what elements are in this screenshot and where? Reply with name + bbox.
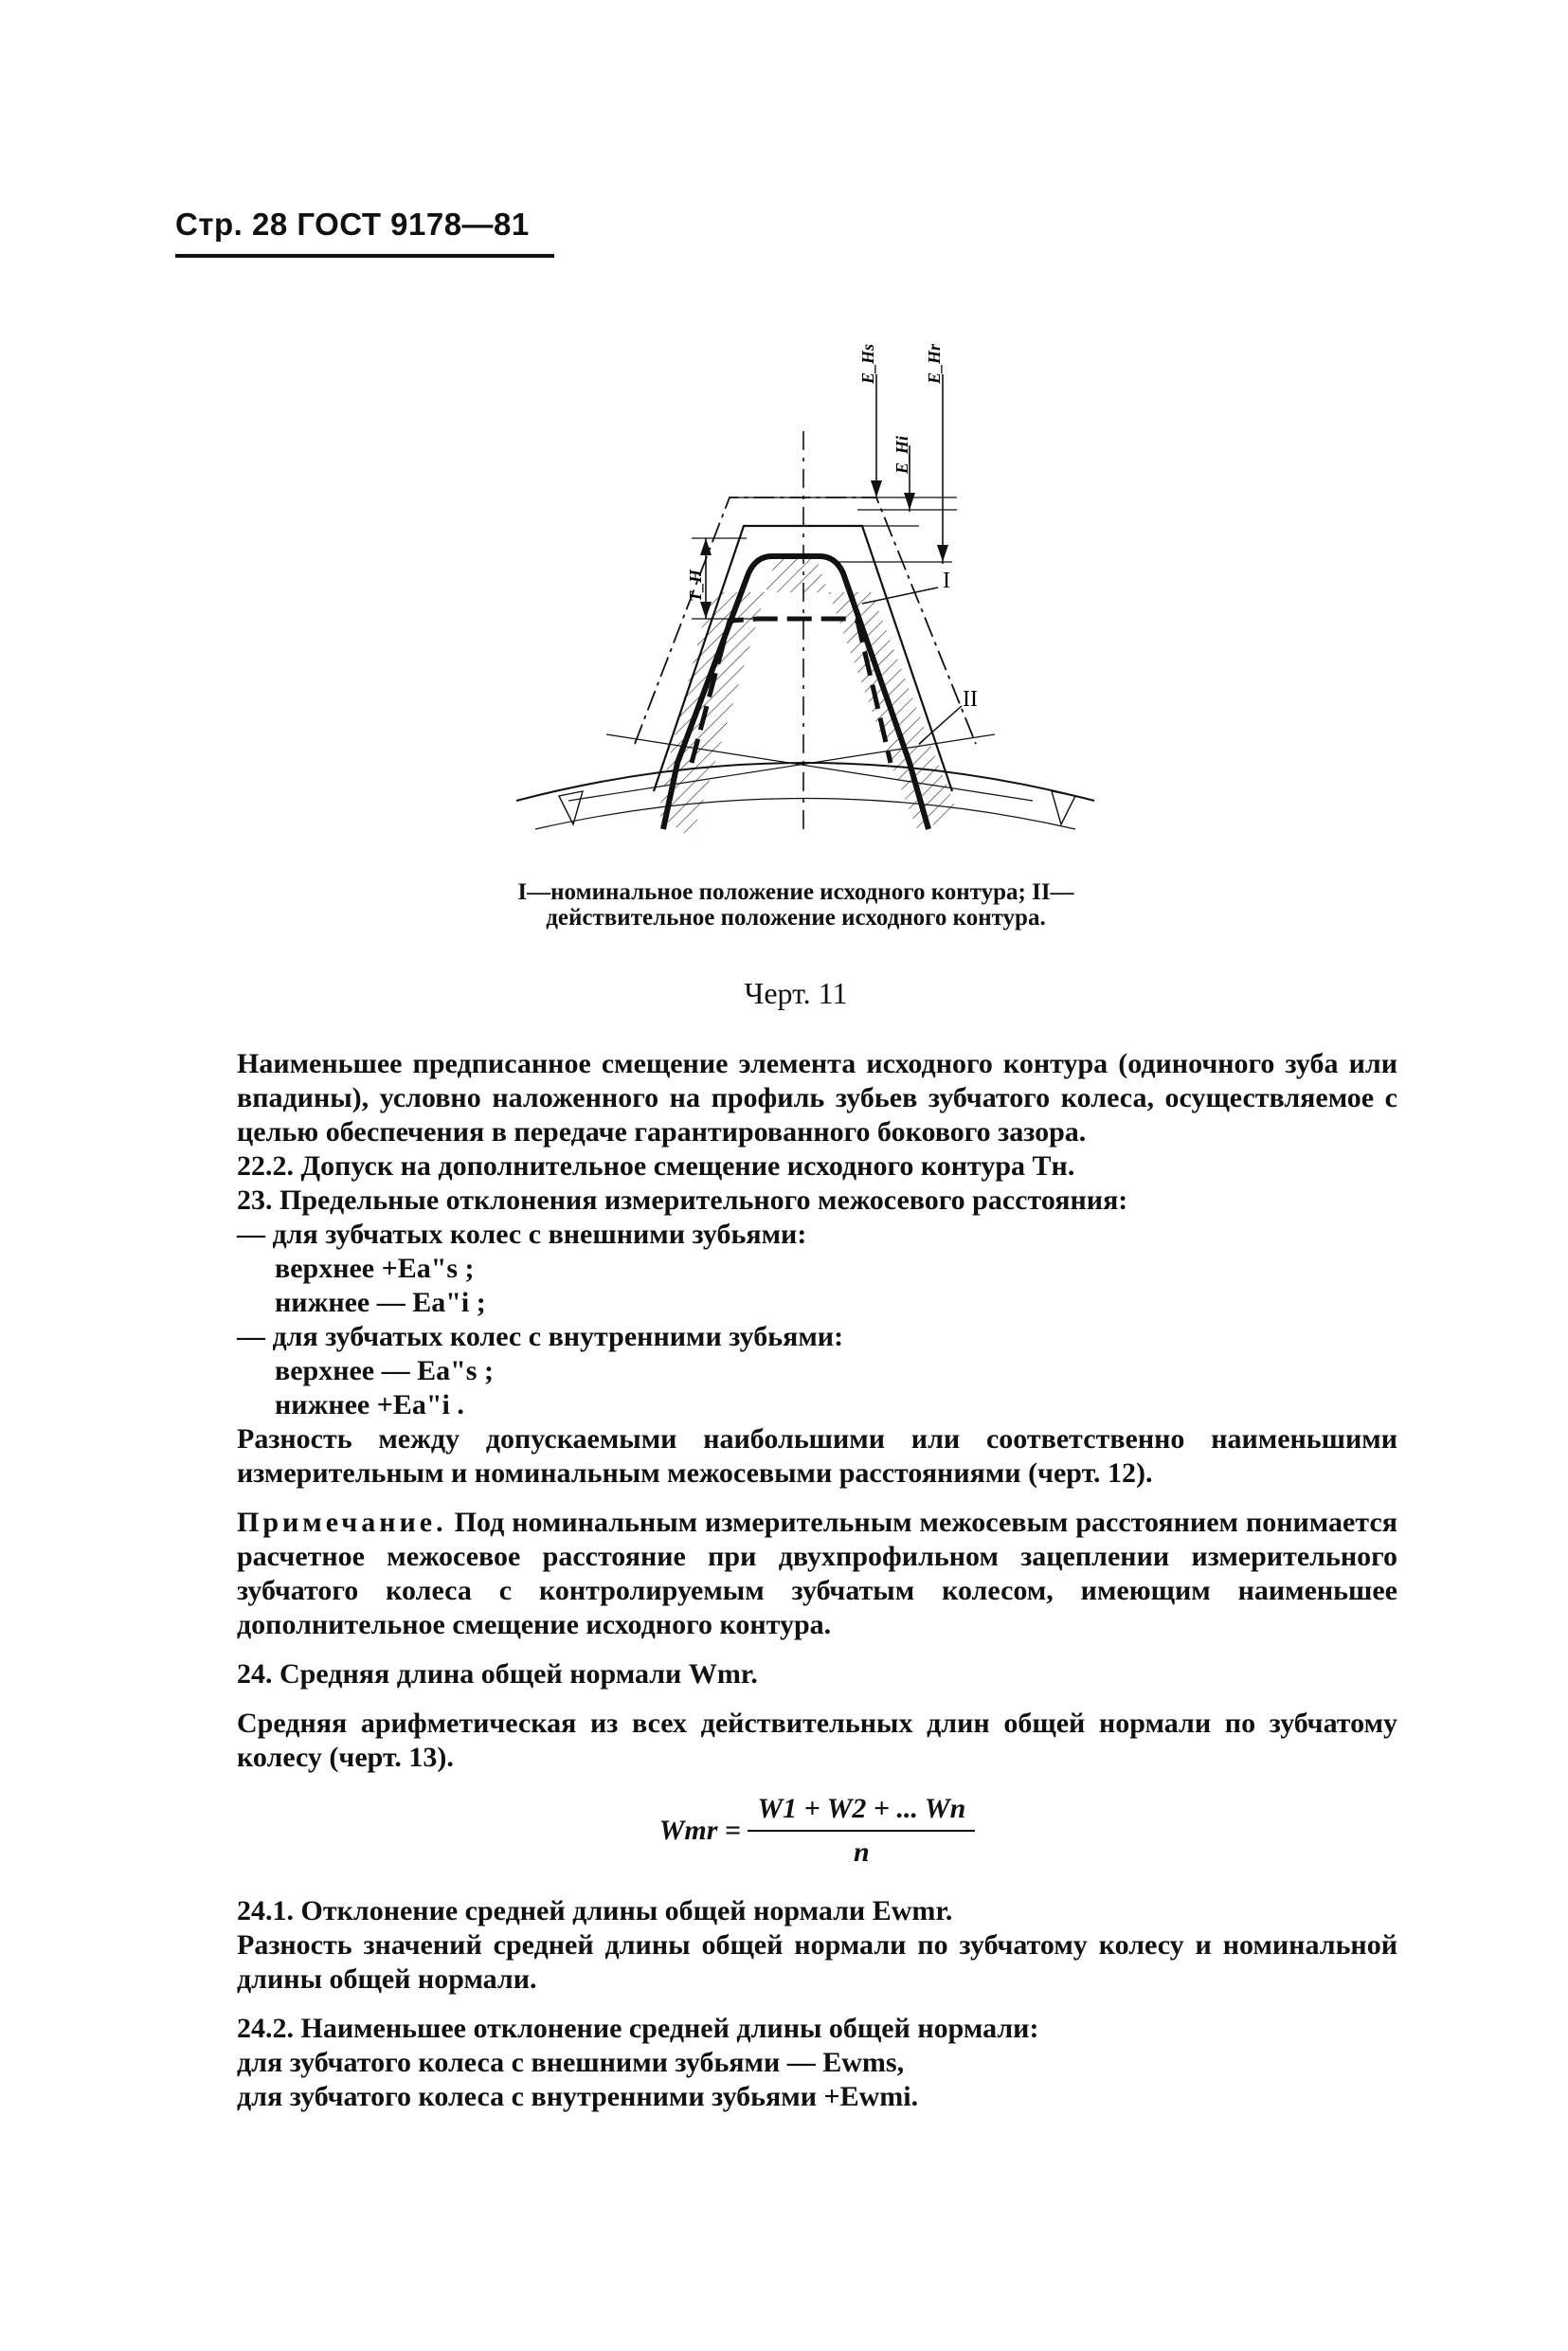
list-item: — для зубчатых колес с внутренними зубьями: — [237, 1321, 844, 1352]
paragraph: 24. Средняя длина общей нормали Wmr. — [237, 1658, 758, 1690]
body-text — [237, 1047, 1397, 2114]
paragraph: Средняя арифметическая из всех действительных длин общей нормали по зубчатому колесу (черт. 13). — [237, 1708, 1397, 1773]
list-item: нижнее — Ea"i ; — [275, 1287, 486, 1318]
paragraph: Разность между допускаемыми наибольшими или соответственно наименьшими измерительным и номинальным межосевыми расстояниями (черт. 12). — [237, 1423, 1397, 1489]
list-item: — для зубчатых колес с внешними зубьями: — [237, 1219, 807, 1250]
figure-caption: I—номинальное положение исходного контура; II—действительное положение исходного контура. — [517, 879, 1074, 931]
list-item: верхнее — Ea"s ; — [275, 1355, 494, 1386]
figure-title: Черт. 11 — [744, 976, 848, 1010]
paragraph: 22.2. Допуск на дополнительное смещение исходного контура Tн. — [237, 1150, 1075, 1182]
label-roman-two: II — [963, 687, 978, 712]
paragraph: для зубчатого колеса с внешними зубьями — Ewms, — [237, 2047, 905, 2078]
gear-tooth-diagram — [502, 317, 1108, 848]
label-roman-one: I — [943, 569, 950, 593]
formula-numerator: W1 + W2 + ... Wn — [748, 1792, 975, 1832]
header-rule — [175, 254, 554, 258]
label-ehi: E_Hi — [892, 435, 911, 474]
note-text: Под номинальным измерительным межосевым расстоянием понимается расчетное межосевое расстояние при двухпрофильном зацеплении измерительного зубчатого колеса с контролируемым зубчатым колесом, имеющим наименьшее дополнительное смещение исходного контура. — [237, 1507, 1397, 1640]
gear-tooth-svg — [502, 317, 1108, 848]
label-ehs: E_Hs — [858, 343, 877, 384]
formula-denominator: n — [854, 1836, 870, 1868]
formula-fraction — [748, 1792, 975, 1870]
paragraph: для зубчатого колеса с внутренними зубьями +Ewmi. — [237, 2081, 919, 2112]
note-paragraph — [237, 1506, 1397, 1642]
paragraph: 23. Предельные отклонения измерительного межосевого расстояния: — [237, 1185, 1128, 1216]
label-ehr: E_Hr — [925, 343, 944, 384]
formula — [237, 1792, 1397, 1870]
note-label: Примечание. — [237, 1507, 447, 1538]
paragraph: 24.1. Отклонение средней длины общей нормали Ewmr. — [237, 1895, 953, 1926]
label-th: T_H — [686, 570, 705, 602]
wheel-arc-inner — [535, 799, 1075, 830]
marker-right — [1052, 791, 1075, 824]
running-header: Стр. 28 ГОСТ 9178—81 — [175, 207, 530, 242]
leader-one — [862, 588, 938, 604]
list-item: нижнее +Ea"i . — [275, 1389, 464, 1420]
list-item: верхнее +Ea"s ; — [275, 1253, 475, 1284]
paragraph: Разность значений средней длины общей нормали по зубчатому колесу и номинальной длины общей нормали. — [237, 1929, 1397, 1995]
paragraph: Наименьшее предписанное смещение элемента исходного контура (одиночного зуба или впадины), условно наложенного на профиль зубьев зубчатого колеса, осуществляемое с целью обеспечения в передаче гарантированного бокового зазора. — [237, 1048, 1397, 1148]
paragraph: 24.2. Наименьшее отклонение средней длины общей нормали: — [237, 2013, 1039, 2044]
formula-lhs: Wmr = — [658, 1815, 741, 1846]
